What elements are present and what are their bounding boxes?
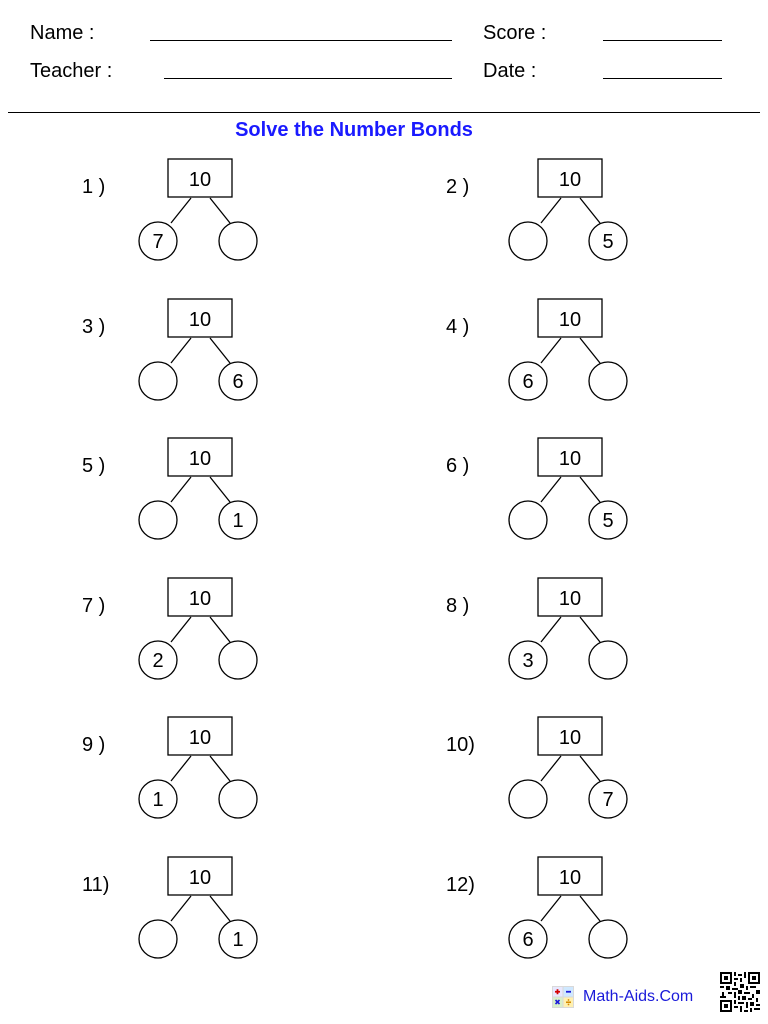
worksheet-title: Solve the Number Bonds bbox=[235, 119, 473, 141]
name-label: Name : bbox=[30, 22, 95, 44]
bond-line-left bbox=[541, 477, 561, 502]
part-left-value: 2 bbox=[152, 649, 164, 672]
qr-code-icon bbox=[720, 972, 760, 1012]
whole-value: 10 bbox=[558, 448, 582, 470]
header-divider bbox=[8, 112, 760, 113]
whole-value: 10 bbox=[558, 727, 582, 749]
bond-line-right bbox=[580, 477, 600, 502]
problem-number: 12) bbox=[446, 873, 475, 896]
bond-line-left bbox=[541, 756, 561, 781]
part-left-circle[interactable] bbox=[509, 222, 547, 260]
teacher-line[interactable] bbox=[164, 78, 452, 79]
whole-value: 10 bbox=[188, 866, 212, 889]
score-label: Score : bbox=[483, 22, 547, 44]
brand-text: Math-Aids.Com bbox=[583, 988, 694, 1005]
bond-line-right bbox=[210, 756, 230, 781]
part-left-circle[interactable] bbox=[139, 920, 177, 958]
problem-3 bbox=[72, 298, 372, 418]
number-bond bbox=[442, 577, 642, 697]
part-left-circle[interactable] bbox=[509, 780, 547, 818]
part-left-value: 6 bbox=[522, 370, 534, 393]
problem-10 bbox=[442, 716, 742, 836]
bond-line-left bbox=[541, 896, 561, 921]
problem-number: 6 ) bbox=[446, 455, 470, 477]
problem-number: 10) bbox=[446, 734, 475, 756]
problem-7 bbox=[72, 577, 372, 697]
problem-number: 8 ) bbox=[446, 594, 470, 617]
part-left-circle[interactable] bbox=[139, 362, 177, 400]
part-right-value: 5 bbox=[602, 231, 614, 253]
problem-number: 7 ) bbox=[82, 594, 106, 617]
problem-number: 1 ) bbox=[82, 176, 106, 198]
problem-1 bbox=[72, 158, 372, 278]
bond-line-left bbox=[541, 617, 561, 642]
part-right-value: 7 bbox=[602, 789, 614, 811]
date-label: Date : bbox=[483, 60, 537, 82]
problem-5 bbox=[72, 437, 372, 557]
part-right-circle[interactable] bbox=[589, 362, 627, 400]
bond-line-right bbox=[580, 617, 600, 642]
part-left-circle[interactable] bbox=[509, 501, 547, 539]
name-line[interactable] bbox=[150, 40, 452, 41]
number-bond bbox=[72, 298, 272, 418]
bond-line-right bbox=[580, 756, 600, 781]
part-right-circle[interactable] bbox=[589, 641, 627, 679]
bond-line-left bbox=[171, 617, 191, 642]
whole-value: 10 bbox=[558, 169, 582, 191]
bond-line-right bbox=[210, 198, 230, 223]
problem-6 bbox=[442, 437, 742, 557]
calculator-icon bbox=[552, 986, 574, 1008]
number-bond bbox=[442, 158, 642, 278]
score-line[interactable] bbox=[603, 40, 722, 41]
bond-line-right bbox=[580, 198, 600, 223]
problem-number: 11) bbox=[82, 873, 110, 896]
number-bond bbox=[72, 577, 272, 697]
problem-number: 9 ) bbox=[82, 734, 106, 756]
bond-line-left bbox=[541, 198, 561, 223]
part-left-value: 6 bbox=[522, 928, 534, 951]
number-bond bbox=[442, 298, 642, 418]
bond-line-right bbox=[210, 896, 230, 921]
bond-line-left bbox=[171, 477, 191, 502]
problem-12 bbox=[442, 856, 742, 976]
part-right-value: 1 bbox=[232, 928, 244, 951]
whole-value: 10 bbox=[558, 587, 582, 610]
number-bond bbox=[72, 856, 272, 976]
number-bond bbox=[442, 716, 642, 836]
problem-number: 5 ) bbox=[82, 455, 106, 477]
number-bond bbox=[442, 856, 642, 976]
whole-value: 10 bbox=[188, 448, 212, 470]
problem-2 bbox=[442, 158, 742, 278]
part-right-value: 1 bbox=[232, 510, 244, 532]
whole-value: 10 bbox=[188, 727, 212, 749]
number-bond bbox=[72, 158, 272, 278]
part-right-value: 5 bbox=[602, 510, 614, 532]
bond-line-left bbox=[171, 198, 191, 223]
number-bond bbox=[72, 716, 272, 836]
number-bond bbox=[72, 437, 272, 557]
bond-line-right bbox=[210, 477, 230, 502]
problem-4 bbox=[442, 298, 742, 418]
whole-value: 10 bbox=[188, 308, 212, 331]
teacher-label: Teacher : bbox=[30, 60, 113, 82]
part-right-circle[interactable] bbox=[219, 641, 257, 679]
footer-brand bbox=[552, 984, 693, 1010]
bond-line-left bbox=[171, 338, 191, 363]
problem-number: 2 ) bbox=[446, 176, 470, 198]
part-right-circle[interactable] bbox=[589, 920, 627, 958]
part-left-circle[interactable] bbox=[139, 501, 177, 539]
problem-number: 4 ) bbox=[446, 315, 470, 338]
whole-value: 10 bbox=[558, 866, 582, 889]
bond-line-left bbox=[171, 896, 191, 921]
whole-value: 10 bbox=[558, 308, 582, 331]
part-right-value: 6 bbox=[232, 370, 244, 393]
bond-line-right bbox=[580, 896, 600, 921]
part-right-circle[interactable] bbox=[219, 780, 257, 818]
bond-line-right bbox=[210, 617, 230, 642]
problem-9 bbox=[72, 716, 372, 836]
number-bond bbox=[442, 437, 642, 557]
bond-line-left bbox=[541, 338, 561, 363]
whole-value: 10 bbox=[188, 587, 212, 610]
problem-8 bbox=[442, 577, 742, 697]
part-left-value: 1 bbox=[152, 789, 164, 811]
problem-number: 3 ) bbox=[82, 315, 106, 338]
whole-value: 10 bbox=[188, 169, 212, 191]
part-left-value: 3 bbox=[522, 649, 534, 672]
part-left-value: 7 bbox=[152, 231, 164, 253]
bond-line-right bbox=[580, 338, 600, 363]
date-line[interactable] bbox=[603, 78, 722, 79]
part-right-circle[interactable] bbox=[219, 222, 257, 260]
problem-11 bbox=[72, 856, 372, 976]
bond-line-right bbox=[210, 338, 230, 363]
bond-line-left bbox=[171, 756, 191, 781]
